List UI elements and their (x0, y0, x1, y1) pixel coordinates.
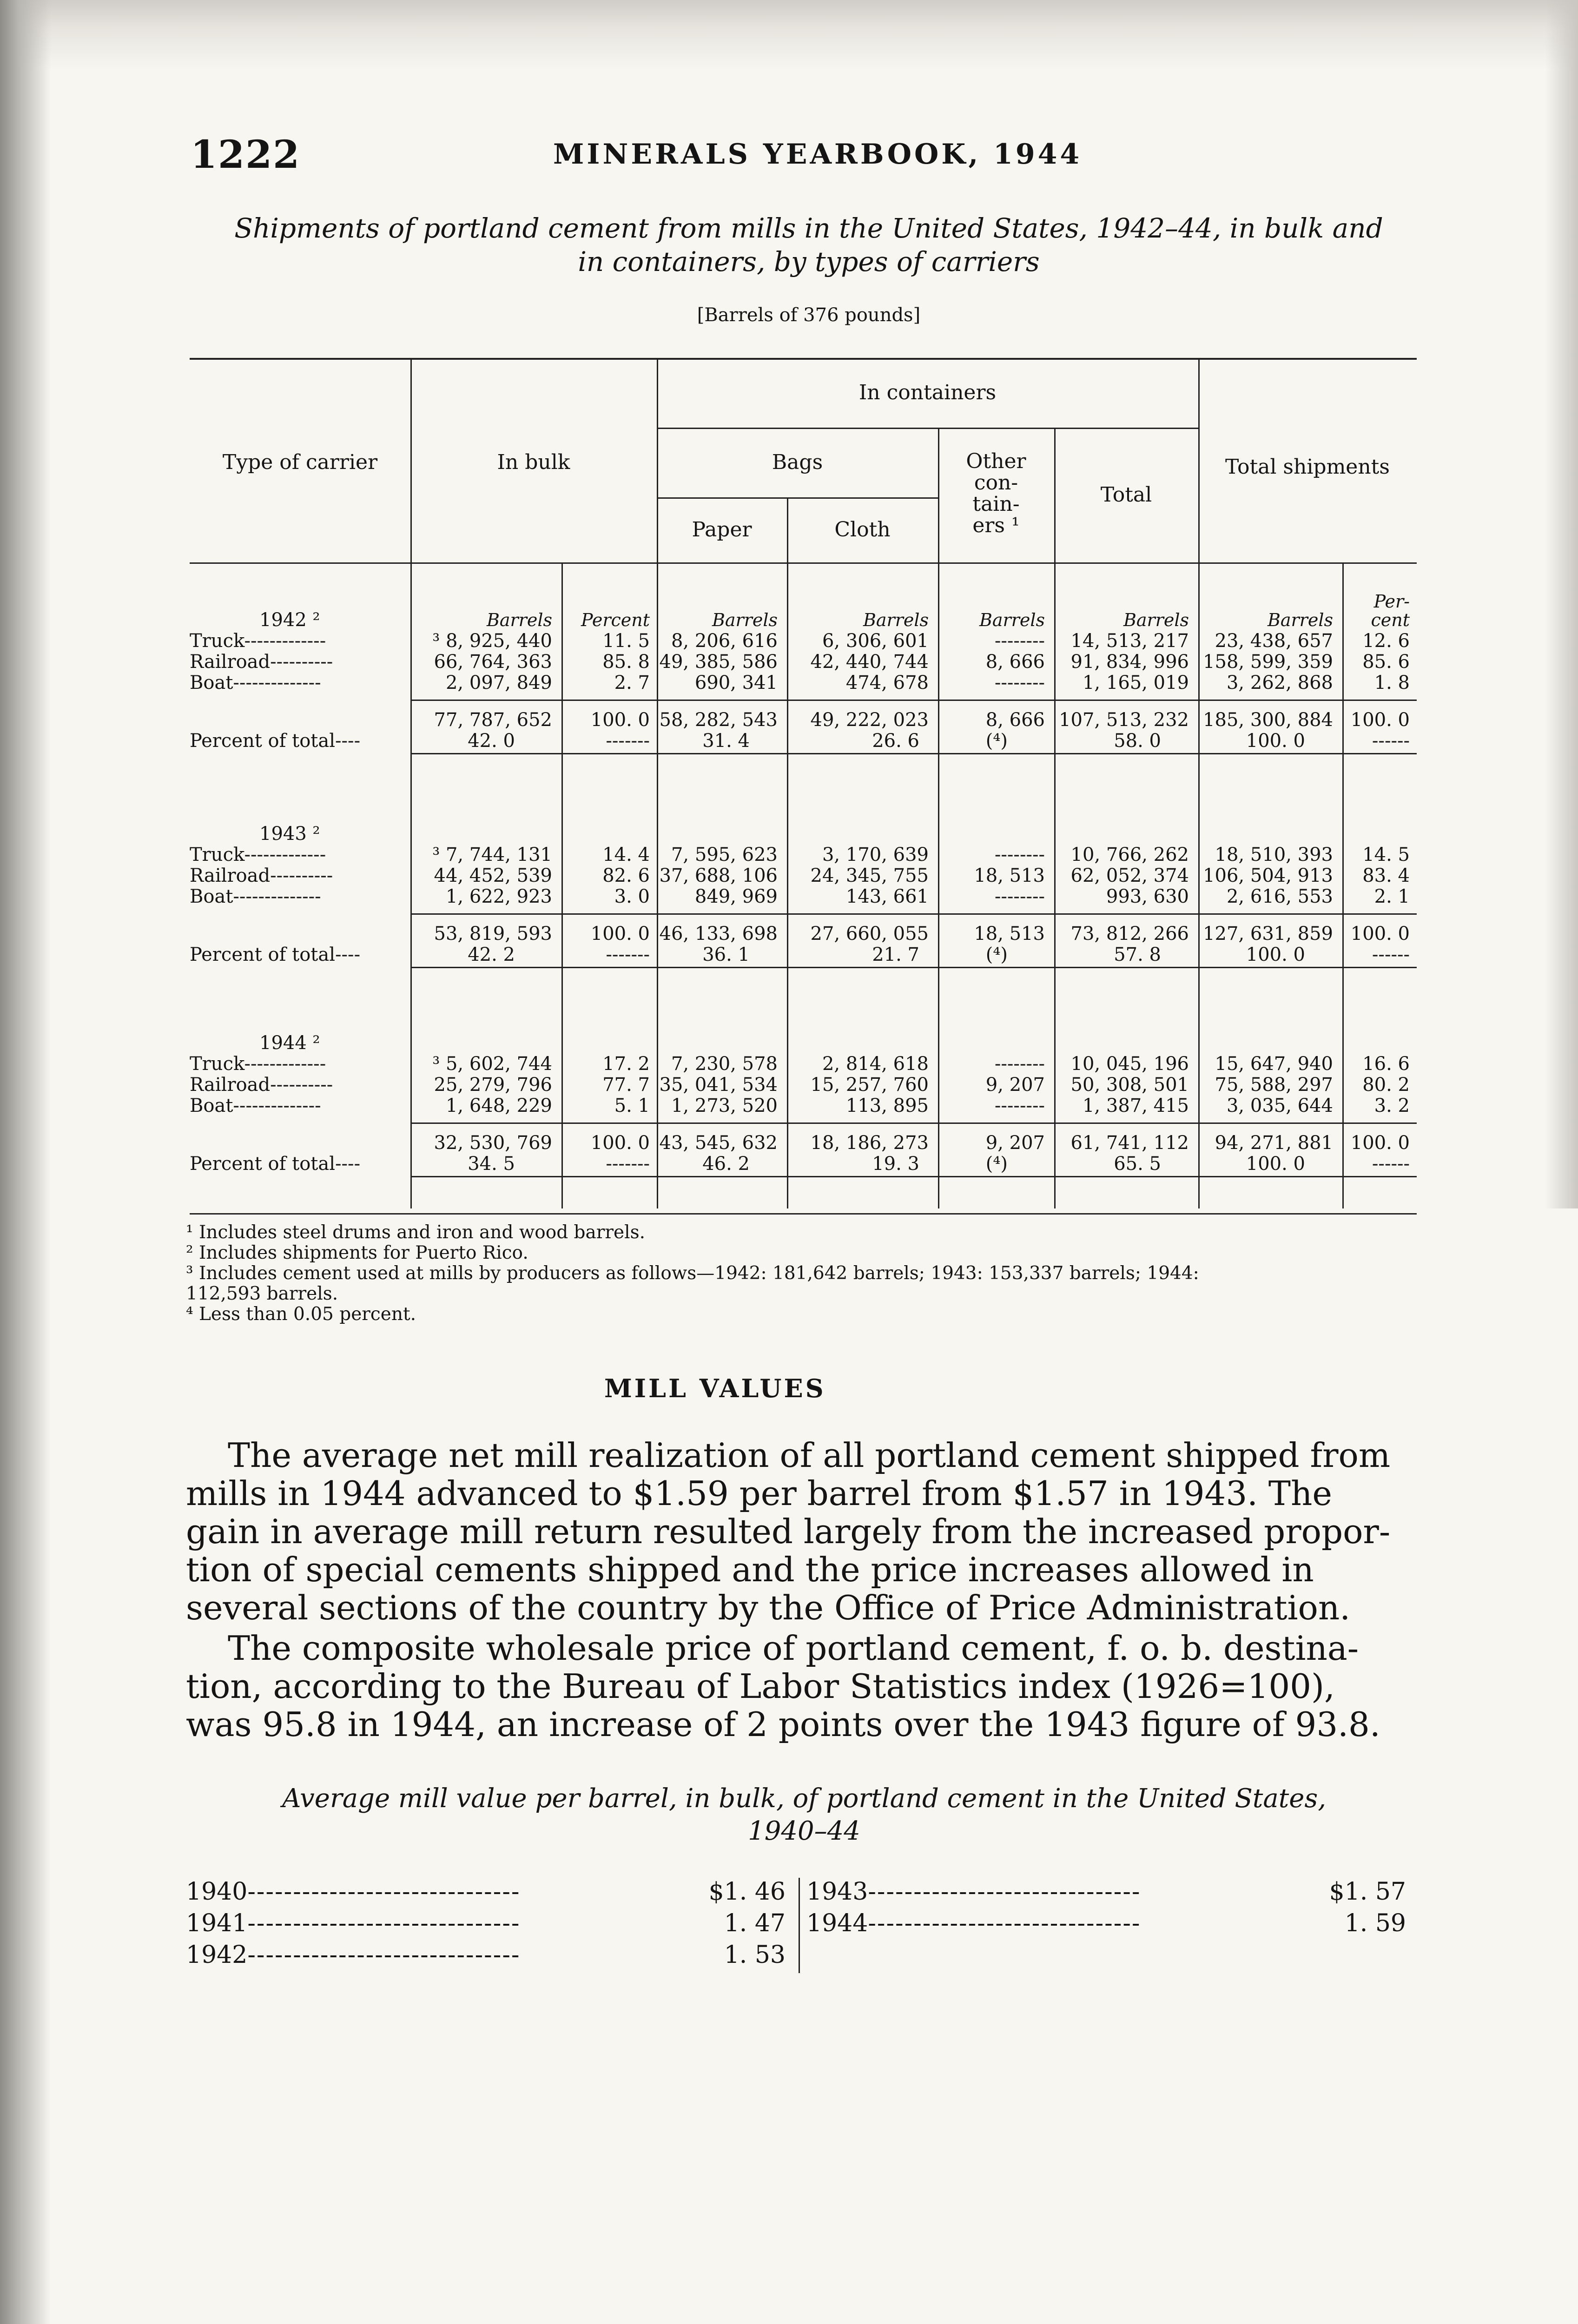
total-bulk-pct: 100. 0 (590, 923, 650, 944)
cell-ship-bbl: 3, 262, 868 (1226, 672, 1333, 693)
total-ship-bbl: 94, 271, 881 (1215, 1132, 1333, 1154)
footnote-1: ¹ Includes steel drums and iron and wood barrels. (186, 1222, 646, 1243)
total-cloth: 18, 186, 273 (810, 1132, 929, 1154)
value-year: 1941 (186, 1909, 248, 1937)
pct-bulk: 34. 5 (468, 1153, 515, 1175)
header-paper: Paper (692, 518, 752, 541)
header-in-bulk: In bulk (497, 450, 570, 474)
cell-cloth: 2, 814, 618 (822, 1053, 929, 1075)
cell-cloth: 3, 170, 639 (822, 844, 929, 865)
value-table-caption (186, 1783, 1422, 1848)
cell-paper: 849, 969 (694, 886, 778, 907)
leader-dashes: ---------- (270, 1074, 333, 1096)
unit-barrels: Barrels (979, 610, 1045, 630)
value-row-right (806, 1909, 1406, 1937)
cell-ship-bbl: 3, 035, 644 (1226, 1095, 1333, 1116)
total-ship-bbl: 127, 631, 859 (1203, 923, 1333, 944)
cell-paper: 1, 273, 520 (671, 1095, 778, 1116)
col-divider (1054, 428, 1056, 1208)
paragraph-2 (186, 1629, 1413, 1743)
cell-other: -------- (994, 672, 1045, 693)
total-paper: 58, 282, 543 (659, 709, 778, 731)
cell-total: 91, 834, 996 (1070, 651, 1189, 673)
leader-dashes: ---- (335, 1153, 361, 1175)
total-total: 61, 741, 112 (1070, 1132, 1189, 1154)
cell-ship-bbl: 15, 647, 940 (1215, 1053, 1333, 1075)
cell-bulk-pct: 14. 4 (602, 844, 650, 865)
cell-other: 8, 666 (985, 651, 1045, 673)
p1-line: several sections of the country by the Office of Price Administration. (186, 1588, 1351, 1627)
table-rule-bottom (190, 1213, 1417, 1215)
header-cloth: Cloth (834, 518, 891, 541)
total-bulk-bbl: 32, 530, 769 (434, 1132, 552, 1154)
total-bulk-bbl: 53, 819, 593 (434, 923, 552, 944)
leader-dashes: ------------------------------ (247, 1878, 521, 1906)
block-rule (410, 753, 1417, 754)
cell-other: -------- (994, 844, 1045, 865)
carrier-name: Railroad (190, 865, 271, 886)
cell-other: -------- (994, 1053, 1045, 1075)
header-other-l1: Other (966, 449, 1026, 473)
page-header (191, 132, 1418, 177)
carrier-name: Railroad (190, 1074, 271, 1096)
unit-percent: Percent (581, 610, 650, 630)
pct-cloth: 21. 7 (872, 944, 919, 965)
leader-dashes: ---------- (270, 651, 333, 673)
cell-total: 14, 513, 217 (1070, 630, 1189, 652)
value-amount: $1. 57 (1329, 1878, 1406, 1906)
carrier-label (190, 1095, 321, 1117)
col-divider (410, 358, 412, 1208)
block-rule (410, 967, 1417, 968)
cell-bulk-bbl: 2, 097, 849 (445, 672, 552, 693)
cell-paper: 690, 341 (694, 672, 778, 693)
total-ship-bbl: 185, 300, 884 (1203, 709, 1333, 731)
unit-barrels: Barrels (863, 610, 929, 630)
cell-ship-pct: 12. 6 (1362, 630, 1410, 652)
cell-cloth: 42, 440, 744 (810, 651, 929, 673)
cell-cloth: 15, 257, 760 (810, 1074, 929, 1096)
p2-line: was 95.8 in 1944, an increase of 2 points over the 1943 figure of 93.8. (186, 1705, 1380, 1744)
cell-bulk-pct: 11. 5 (602, 630, 650, 652)
cell-bulk-bbl: ³ 5, 602, 744 (432, 1053, 552, 1075)
cell-ship-pct: 3. 2 (1374, 1095, 1410, 1116)
col-divider (1198, 358, 1200, 1208)
cell-bulk-bbl: 66, 764, 363 (434, 651, 552, 673)
subtotal-rule (410, 700, 1417, 701)
header-in-containers: In containers (858, 381, 997, 404)
pct-ship: 100. 0 (1246, 1153, 1305, 1175)
cell-bulk-bbl: 25, 279, 796 (434, 1074, 552, 1096)
percent-of-total-label (190, 730, 360, 752)
header-type-of-carrier: Type of carrier (222, 450, 378, 474)
cell-bulk-bbl: 1, 622, 923 (445, 886, 552, 907)
percent-of-total-label (190, 944, 360, 966)
pct-total: 65. 5 (1114, 1153, 1161, 1175)
paragraph-1 (186, 1436, 1413, 1627)
pct-blank: ------ (1372, 944, 1410, 965)
percent-of-total-label (190, 1153, 360, 1175)
pct-blank: ------- (606, 944, 650, 965)
leader-dashes: ------------------------------ (868, 1878, 1141, 1906)
subtotal-rule (410, 1122, 1417, 1124)
leader-dashes: ------------- (244, 630, 326, 652)
cell-cloth: 24, 345, 755 (810, 865, 929, 886)
total-cloth: 27, 660, 055 (810, 923, 929, 944)
cell-cloth: 6, 306, 601 (822, 630, 929, 652)
value-row-left (186, 1878, 786, 1906)
value-year: 1942 (186, 1941, 248, 1969)
col-divider (561, 562, 563, 1208)
cell-ship-pct: 1. 8 (1374, 672, 1410, 693)
shipments-table (190, 358, 1417, 1218)
cell-paper: 35, 041, 534 (659, 1074, 778, 1096)
unit-barrels: Barrels (1123, 610, 1189, 630)
block-rule (410, 1176, 1417, 1177)
total-other: 8, 666 (985, 709, 1045, 731)
unit-cent: cent (1371, 610, 1410, 630)
leader-dashes: ---- (335, 944, 361, 965)
pct-bulk: 42. 2 (468, 944, 515, 965)
subtotal-rule (410, 913, 1417, 915)
cell-ship-pct: 85. 6 (1362, 651, 1410, 673)
value-caption-line2: 1940–44 (748, 1816, 860, 1846)
cell-paper: 7, 595, 623 (671, 844, 778, 865)
cell-ship-pct: 14. 5 (1362, 844, 1410, 865)
carrier-label (190, 651, 333, 673)
total-ship-pct: 100. 0 (1350, 1132, 1410, 1154)
rule-in-containers (657, 428, 1198, 429)
cell-ship-pct: 83. 4 (1362, 865, 1410, 886)
cell-bulk-bbl: ³ 7, 744, 131 (432, 844, 552, 865)
carrier-name: Boat (190, 672, 233, 693)
carrier-name: Boat (190, 886, 233, 907)
pct-blank: ------ (1372, 1153, 1410, 1175)
scan-edge-left (0, 0, 51, 2324)
carrier-name: Boat (190, 1095, 233, 1116)
total-bulk-bbl: 77, 787, 652 (434, 709, 552, 731)
p1-line: mills in 1944 advanced to $1.59 per barrel from $1.57 in 1943. The (186, 1474, 1332, 1513)
value-row-right (806, 1878, 1406, 1906)
pct-total: 57. 8 (1114, 944, 1161, 965)
cell-ship-pct: 2. 1 (1374, 886, 1410, 907)
section-heading: MILL VALUES (604, 1373, 826, 1403)
leader-dashes: -------------- (233, 886, 321, 907)
cell-paper: 37, 688, 106 (659, 865, 778, 886)
year-label: 1944 ² (259, 1032, 320, 1054)
year-label: 1942 ² (259, 609, 320, 631)
pct-bulk: 42. 0 (468, 730, 515, 752)
col-divider (657, 358, 658, 1208)
table-caption-line1: Shipments of portland cement from mills in the United States, 1942–44, in bulk and (234, 212, 1383, 244)
table-caption-line2: in containers, by types of carriers (578, 246, 1040, 277)
cell-ship-bbl: 106, 504, 913 (1203, 865, 1333, 886)
p1-line: gain in average mill return resulted largely from the increased propor- (186, 1512, 1391, 1551)
p1-line: tion of special cements shipped and the price increases allowed in (186, 1550, 1314, 1589)
cell-ship-bbl: 2, 616, 553 (1226, 886, 1333, 907)
cell-other: -------- (994, 630, 1045, 652)
leader-dashes: ---- (335, 730, 361, 752)
leader-dashes: -------------- (233, 672, 321, 693)
pct-total: 58. 0 (1114, 730, 1161, 752)
total-ship-pct: 100. 0 (1350, 709, 1410, 731)
cell-other: -------- (994, 886, 1045, 907)
table-rule-top (190, 358, 1417, 360)
leader-dashes: ------------------------------ (868, 1909, 1141, 1937)
col-divider (787, 497, 788, 1208)
header-other-l4: ers ¹ (972, 514, 1020, 537)
header-total: Total (1100, 483, 1152, 507)
cell-cloth: 143, 661 (845, 886, 929, 907)
total-other: 9, 207 (985, 1132, 1045, 1154)
percent-label-text: Percent of total (190, 1153, 336, 1175)
cell-total: 62, 052, 374 (1070, 865, 1189, 886)
total-paper: 46, 133, 698 (659, 923, 778, 944)
total-bulk-pct: 100. 0 (590, 709, 650, 731)
col-divider (1342, 562, 1344, 1208)
value-year: 1944 (806, 1909, 868, 1937)
pct-paper: 31. 4 (702, 730, 750, 752)
value-amount: 1. 59 (1344, 1909, 1406, 1937)
header-bags: Bags (772, 450, 823, 474)
value-year: 1943 (806, 1878, 868, 1906)
p1-line: The average net mill realization of all portland cement shipped from (228, 1436, 1391, 1475)
pct-blank: ------ (1372, 730, 1410, 752)
cell-other: -------- (994, 1095, 1045, 1116)
cell-ship-pct: 16. 6 (1362, 1053, 1410, 1075)
pct-ship: 100. 0 (1246, 730, 1305, 752)
carrier-name: Truck (190, 1053, 244, 1075)
cell-bulk-pct: 77. 7 (602, 1074, 650, 1096)
leader-dashes: ------------------------------ (247, 1909, 521, 1937)
carrier-label (190, 885, 321, 908)
cell-ship-bbl: 158, 599, 359 (1203, 651, 1333, 673)
pct-paper: 36. 1 (702, 944, 750, 965)
cell-bulk-pct: 2. 7 (614, 672, 650, 693)
pct-other: (⁴) (985, 1153, 1008, 1175)
total-paper: 43, 545, 632 (659, 1132, 778, 1154)
percent-label-text: Percent of total (190, 730, 336, 752)
total-cloth: 49, 222, 023 (810, 709, 929, 731)
running-head: MINERALS YEARBOOK, 1944 (553, 138, 1083, 171)
footnote-4: ⁴ Less than 0.05 percent. (186, 1304, 416, 1325)
value-caption-line1: Average mill value per barrel, in bulk, of portland cement in the United States, (282, 1783, 1326, 1814)
value-row-left (186, 1909, 786, 1937)
footnote-3-cont: 112,593 barrels. (186, 1283, 338, 1304)
cell-cloth: 113, 895 (845, 1095, 929, 1116)
rule-bags (657, 497, 938, 499)
cell-bulk-bbl: 44, 452, 539 (434, 865, 552, 886)
leader-dashes: -------------- (233, 1095, 321, 1116)
cell-bulk-bbl: 1, 648, 229 (445, 1095, 552, 1116)
carrier-label (190, 1074, 333, 1096)
value-year: 1940 (186, 1878, 248, 1906)
carrier-name: Railroad (190, 651, 271, 673)
cell-bulk-pct: 5. 1 (614, 1095, 650, 1116)
table-unit-note: [Barrels of 376 pounds] (697, 304, 921, 326)
pct-other: (⁴) (985, 730, 1008, 752)
p2-line: The composite wholesale price of portland cement, f. o. b. destina- (228, 1629, 1359, 1668)
total-ship-pct: 100. 0 (1350, 923, 1410, 944)
cell-total: 50, 308, 501 (1070, 1074, 1189, 1096)
unit-barrels: Barrels (712, 610, 778, 630)
total-other: 18, 513 (974, 923, 1045, 944)
total-total: 107, 513, 232 (1059, 709, 1189, 731)
carrier-label (190, 865, 333, 887)
value-amount: 1. 47 (724, 1909, 786, 1937)
percent-label-text: Percent of total (190, 944, 336, 965)
pct-cloth: 19. 3 (872, 1153, 919, 1175)
leader-dashes: ------------- (244, 844, 326, 865)
cell-other: 18, 513 (974, 865, 1045, 886)
cell-total: 1, 387, 415 (1082, 1095, 1189, 1116)
value-amount: $1. 46 (708, 1878, 786, 1906)
leader-dashes: ---------- (270, 865, 333, 886)
leader-dashes: ------------- (244, 1053, 326, 1075)
leader-dashes: ------------------------------ (247, 1941, 521, 1969)
total-total: 73, 812, 266 (1070, 923, 1189, 944)
carrier-label (190, 630, 326, 652)
unit-barrels: Barrels (486, 610, 552, 630)
pct-blank: ------- (606, 730, 650, 752)
cell-bulk-pct: 17. 2 (602, 1053, 650, 1075)
pct-paper: 46. 2 (702, 1153, 750, 1175)
cell-bulk-pct: 82. 6 (602, 865, 650, 886)
pct-cloth: 26. 6 (872, 730, 919, 752)
cell-paper: 49, 385, 586 (659, 651, 778, 673)
cell-paper: 8, 206, 616 (671, 630, 778, 652)
cell-total: 10, 045, 196 (1070, 1053, 1189, 1075)
total-bulk-pct: 100. 0 (590, 1132, 650, 1154)
cell-bulk-pct: 85. 8 (602, 651, 650, 673)
cell-cloth: 474, 678 (845, 672, 929, 693)
year-label: 1943 ² (259, 823, 320, 845)
header-other-l3: tain- (972, 492, 1020, 516)
cell-bulk-pct: 3. 0 (614, 886, 650, 907)
header-total-shipments: Total shipments (1225, 455, 1390, 479)
p2-line: tion, according to the Bureau of Labor Statistics index (1926=100), (186, 1667, 1335, 1706)
cell-other: 9, 207 (985, 1074, 1045, 1096)
footnote-2: ² Includes shipments for Puerto Rico. (186, 1242, 528, 1263)
cell-bulk-bbl: ³ 8, 925, 440 (432, 630, 552, 652)
pct-other: (⁴) (985, 944, 1008, 965)
carrier-label (190, 844, 326, 866)
footnote-3: ³ Includes cement used at mills by producers as follows—1942: 181,642 barrels; 1943: 153,337 barrels; 1944: (186, 1263, 1199, 1284)
header-other-containers (938, 451, 1054, 536)
cell-ship-bbl: 75, 588, 297 (1215, 1074, 1333, 1096)
scan-edge-right (1545, 0, 1578, 1208)
rule-header-bottom (190, 562, 1417, 564)
value-amount: 1. 53 (724, 1941, 786, 1969)
page-number: 1222 (191, 132, 301, 177)
pct-blank: ------- (606, 1153, 650, 1175)
header-other-l2: con- (974, 471, 1018, 495)
cell-total: 993, 630 (1106, 886, 1189, 907)
unit-barrels: Barrels (1267, 610, 1333, 630)
col-divider (938, 428, 939, 1208)
value-row-left (186, 1941, 786, 1969)
value-table-divider (799, 1878, 800, 1973)
cell-paper: 7, 230, 578 (671, 1053, 778, 1075)
scan-edge-top (0, 0, 1578, 70)
carrier-name: Truck (190, 844, 244, 865)
carrier-label (190, 672, 321, 694)
pct-ship: 100. 0 (1246, 944, 1305, 965)
cell-total: 1, 165, 019 (1082, 672, 1189, 693)
carrier-name: Truck (190, 630, 244, 652)
cell-total: 10, 766, 262 (1070, 844, 1189, 865)
unit-per: Per- (1373, 591, 1410, 612)
carrier-label (190, 1053, 326, 1075)
cell-ship-bbl: 18, 510, 393 (1215, 844, 1333, 865)
cell-ship-pct: 80. 2 (1362, 1074, 1410, 1096)
cell-ship-bbl: 23, 438, 657 (1215, 630, 1333, 652)
